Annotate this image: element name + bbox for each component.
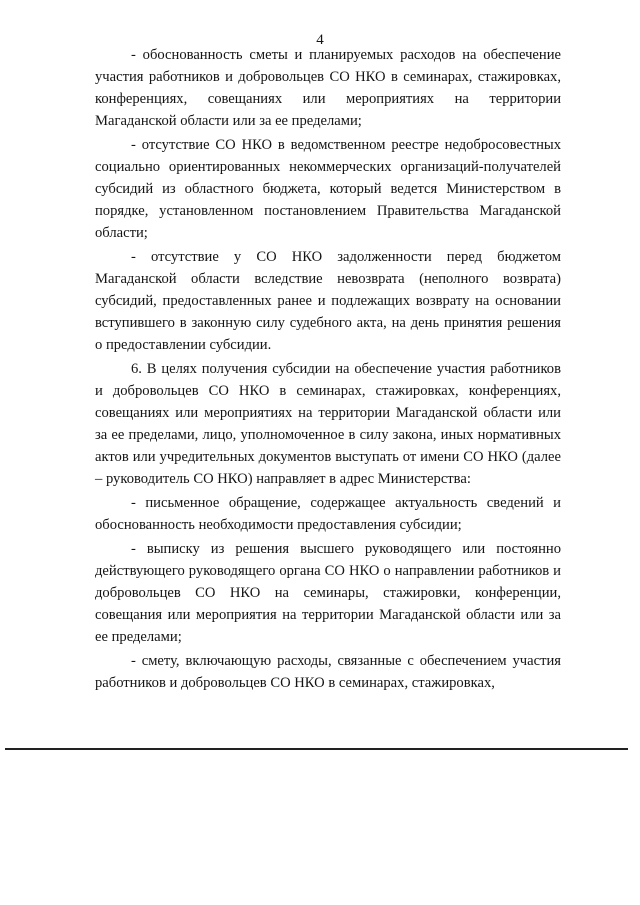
paragraph-criterion-not-in-registry: - отсутствие СО НКО в ведомственном реестре недобросовестных социально ориентированных некоммерческих организаций-получателей субсидий из областного бюджета, который ведется Министерством в порядке, установленном постановлением Правительства Магаданской области; — [95, 137, 561, 241]
document-body — [95, 44, 561, 696]
page-number: 4 — [316, 32, 324, 48]
paragraph-item-written-request: - письменное обращение, содержащее актуальность сведений и обоснованность необходимости предоставления субсидии; — [95, 495, 561, 533]
paragraph-criterion-budget-justification: - обоснованность сметы и планируемых расходов на обеспечение участия работников и добровольцев СО НКО в семинарах, стажировках, конференциях, совещаниях или мероприятиях на территории Магаданской области или за ее пределами; — [95, 47, 561, 129]
paragraph-item-estimate: - смету, включающую расходы, связанные с обеспечением участия работников и добровольцев СО НКО в семинарах, стажировках, — [95, 653, 561, 691]
paragraph-criterion-no-debt: - отсутствие у СО НКО задолженности перед бюджетом Магаданской области вследствие невозврата (неполного возврата) субсидий, предоставленных ранее и подлежащих возврату на основании вступившего в законную силу судебного акта, на день принятия решения о предоставлении субсидии. — [95, 249, 561, 353]
paragraph-item-decision-extract: - выписку из решения высшего руководящего или постоянно действующего руководящего органа СО НКО о направлении работников и добровольцев СО НКО на семинары, стажировки, конференции, совещания или мероприятия на территории Магаданской области или за ее пределами; — [95, 541, 561, 645]
page-divider-line — [5, 748, 628, 750]
paragraph-clause-6: 6. В целях получения субсидии на обеспечение участия работников и добровольцев СО НКО в семинарах, стажировках, конференциях, совещаниях или мероприятиях на территории Магаданской области или за ее пределами, лицо, уполномоченное в силу закона, иных нормативных актов или учредительных документов выступать от имени СО НКО (далее – руководитель СО НКО) направляет в адрес Министерства: — [95, 361, 561, 487]
